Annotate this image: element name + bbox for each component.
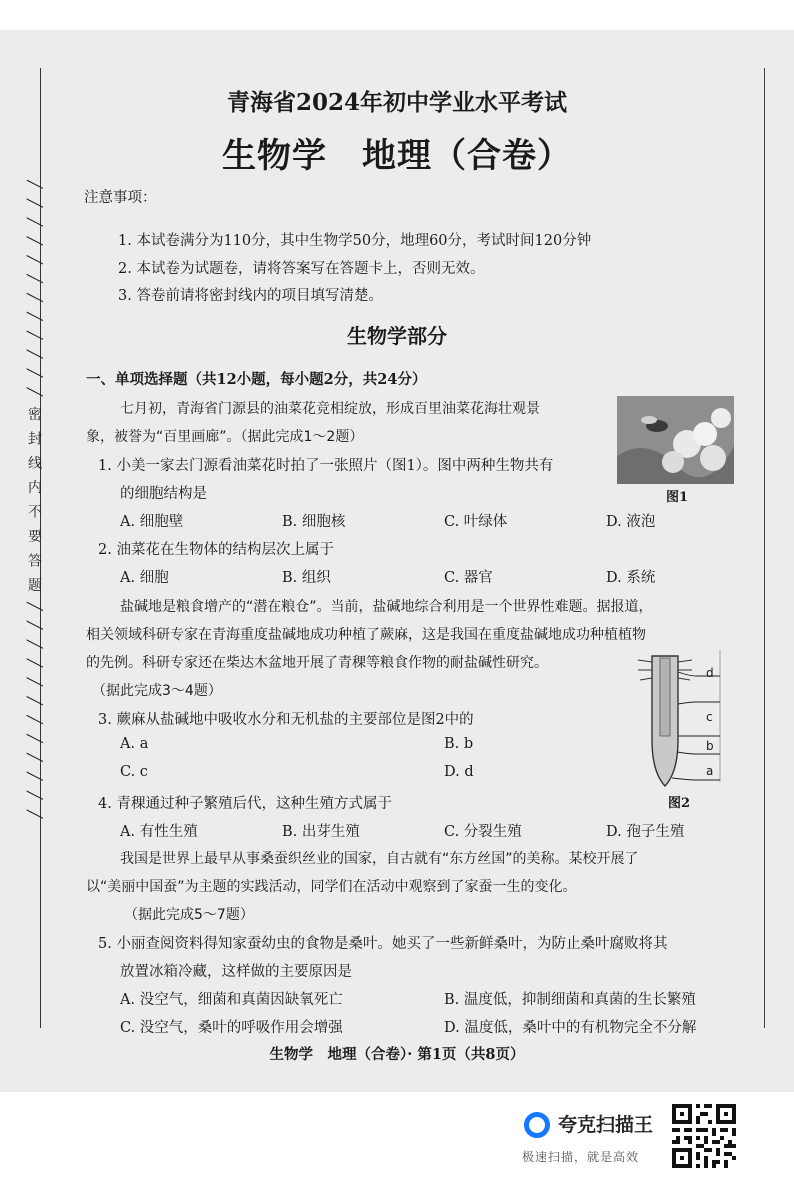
option-c: C. c [120,764,148,780]
passage-line: （据此完成5～7题） [124,907,254,923]
option-b: B. 组织 [282,570,331,586]
part-label-d: d [706,666,714,680]
option-c: C. 叶绿体 [444,514,508,530]
exam-title: 青海省2024年初中学业水平考试 [226,89,567,116]
passage-line: 以“美丽中国蚕”为主题的实践活动，同学们在活动中观察到了家蚕一生的变化。 [86,879,577,895]
seal-line-text: ╱ ╱ ╱ ╱ ╱ ╱ ╱ ╱ ╱ ╱ ╱ ╱ 密 封 线 内 不 要 答 题 ╱ ╱ ╱ ╱ ╱ ╱ ╱ ╱ ╱ ╱ ╱ ╱ [26,180,42,822]
option-d: D. 系统 [606,570,656,586]
qr-code-icon [672,1104,736,1168]
figure-1-label: 图1 [666,490,689,505]
option-b: B. b [444,736,474,752]
exam-subject-title: 生物学 地理（合卷） [222,136,572,176]
figure-2-label: 图2 [668,796,691,811]
part-label-a: a [706,764,714,778]
quark-logo-icon [524,1112,550,1138]
passage-line: 我国是世界上最早从事桑蚕织丝业的国家，自古就有“东方丝国”的美称。某校开展了 [120,851,639,867]
option-a: A. 没空气，细菌和真菌因缺氧死亡 [120,992,343,1008]
question-3-stem: 3. 蕨麻从盐碱地中吸收水分和无机盐的主要部位是图2中的 [98,712,474,728]
passage-line: 象，被誉为“百里画廊”。（据此完成1～2题） [86,429,364,445]
option-c: C. 分裂生殖 [444,824,522,840]
passage-line: 的先例。科研专家还在柴达木盆地开展了青稞等粮食作物的耐盐碱性研究。 [86,655,548,671]
option-b: B. 温度低，抑制细菌和真菌的生长繁殖 [444,992,696,1008]
option-a: A. 细胞壁 [120,514,184,530]
question-5-stem: 5. 小丽查阅资料得知家蚕幼虫的食物是桑叶。她买了一些新鲜桑叶，为防止桑叶腐败将其 [98,936,668,952]
figure-2-root-diagram [630,648,730,788]
passage-line: 盐碱地是粮食增产的“潜在粮仓”。当前，盐碱地综合利用是一个世界性难题。据报道， [120,599,653,615]
page-footer: 生物学 地理（合卷）· 第1页（共8页） [269,1046,525,1063]
notice-item: 2. 本试卷为试题卷，请将答案写在答题卡上，否则无效。 [118,261,485,277]
question-1-stem: 1. 小美一家去门源看油菜花时拍了一张照片（图1）。图中两种生物共有 [98,458,554,474]
option-b: B. 细胞核 [282,514,346,530]
question-4-stem: 4. 青稞通过种子繁殖后代，这种生殖方式属于 [98,796,392,812]
option-a: A. 有性生殖 [120,824,198,840]
option-d: D. 孢子生殖 [606,824,685,840]
option-d: D. d [444,764,474,780]
option-a: A. 细胞 [120,570,169,586]
brand-slogan: 极速扫描，就是高效 [522,1150,640,1164]
notice-item: 3. 答卷前请将密封线内的项目填写清楚。 [118,288,383,304]
margin-line [764,68,765,1028]
brand-name: 夸克扫描王 [558,1114,654,1136]
part-heading: 一、单项选择题（共12小题，每小题2分，共24分） [86,371,427,388]
passage-line: 相关领域科研专家在青海重度盐碱地成功种植了蕨麻，这是我国在重度盐碱地成功种植植物 [86,627,646,643]
question-5-stem: 放置冰箱冷藏，这样做的主要原因是 [120,964,352,980]
question-2-stem: 2. 油菜花在生物体的结构层次上属于 [98,542,334,558]
figure-1-photo [617,396,734,484]
part-label-c: c [706,710,713,724]
notice-item: 1. 本试卷满分为110分，其中生物学50分，地理60分，考试时间120分钟 [118,233,592,249]
option-c: C. 没空气，桑叶的呼吸作用会增强 [120,1020,343,1036]
passage-line: 七月初，青海省门源县的油菜花竞相绽放，形成百里油菜花海壮观景 [120,401,540,417]
option-b: B. 出芽生殖 [282,824,360,840]
option-d: D. 液泡 [606,514,656,530]
question-1-stem: 的细胞结构是 [120,486,207,502]
section-title: 生物学部分 [347,324,447,348]
option-d: D. 温度低，桑叶中的有机物完全不分解 [444,1020,697,1036]
option-c: C. 器官 [444,570,493,586]
notice-heading: 注意事项： [84,190,157,206]
scanner-watermark [516,1108,786,1168]
passage-line: （据此完成3～4题） [92,683,222,699]
option-a: A. a [120,736,149,752]
part-label-b: b [706,739,714,753]
